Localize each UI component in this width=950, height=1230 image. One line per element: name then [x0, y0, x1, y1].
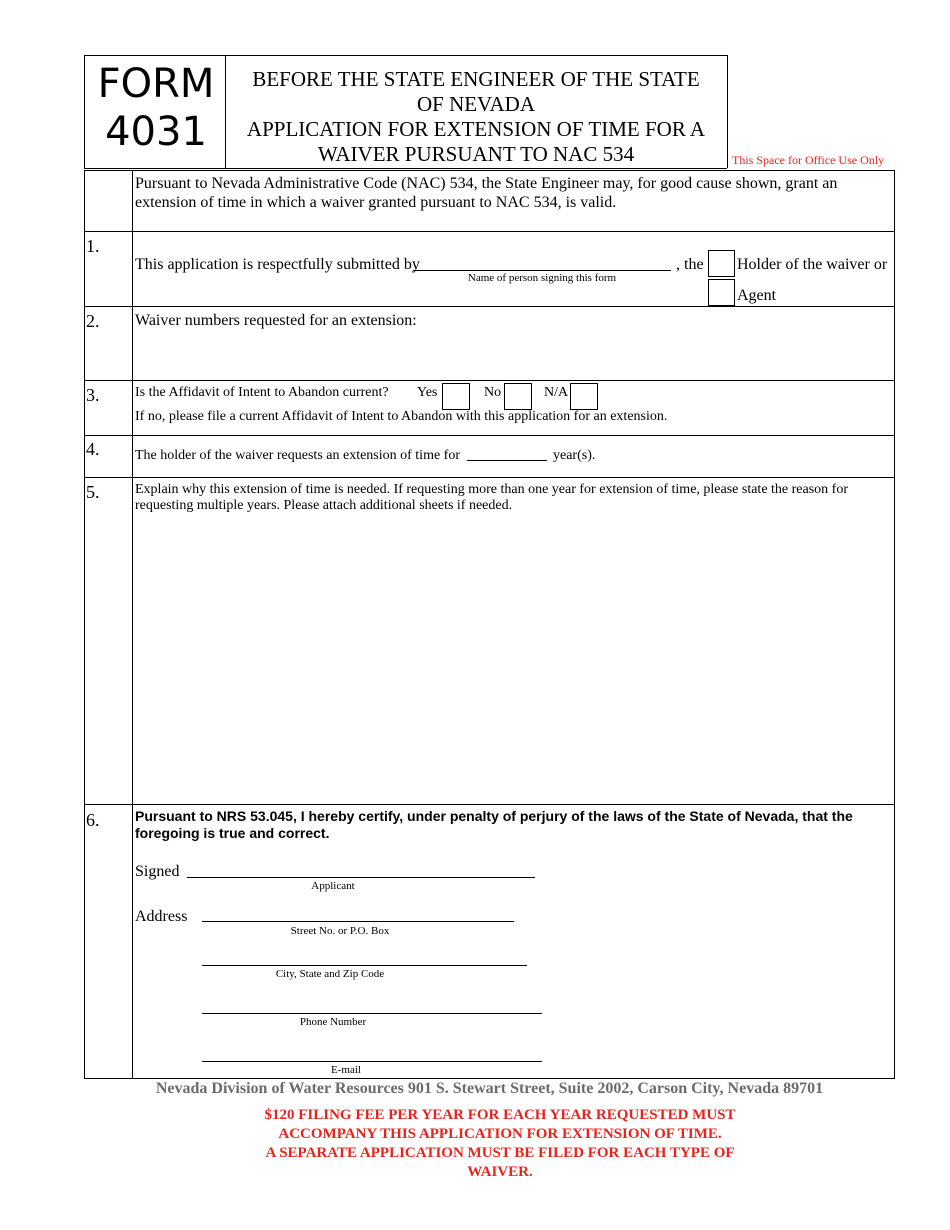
row-separator-6 [84, 804, 895, 805]
affidavit-question: Is the Affidavit of Intent to Abandon current? [135, 385, 389, 400]
fee-line-4: WAIVER. [467, 1164, 533, 1180]
signed-label: Signed [135, 863, 180, 880]
section-2-text: Waiver numbers requested for an extension: [135, 312, 417, 329]
signature-line[interactable] [187, 877, 535, 878]
yes-checkbox[interactable] [442, 383, 470, 410]
section-5-text: Explain why this extension of time is needed. If requesting more than one year for extension of time, please state the reason for requesting multiple years. Please attach additional sheets if needed. [135, 482, 849, 513]
city-line[interactable] [202, 965, 527, 966]
row-separator-2 [84, 306, 895, 307]
section-6-number: 6. [86, 810, 100, 830]
fee-line-3: A SEPARATE APPLICATION MUST BE FILED FOR EACH TYPE OF [265, 1145, 735, 1161]
header-right-border [727, 55, 728, 168]
fee-line-2: ACCOMPANY THIS APPLICATION FOR EXTENSION OF TIME. [278, 1126, 722, 1142]
na-label: N/A [544, 385, 569, 400]
agent-checkbox[interactable] [708, 279, 735, 306]
section-1-number: 1. [86, 236, 100, 256]
city-caption: City, State and Zip Code [275, 968, 385, 980]
name-caption: Name of person signing this form [467, 272, 617, 284]
street-line[interactable] [202, 921, 514, 922]
header-bottom-border [84, 168, 727, 169]
years-input-line[interactable] [467, 460, 547, 461]
table-top-border [84, 170, 895, 171]
phone-line[interactable] [202, 1013, 542, 1014]
section-4-text: The holder of the waiver requests an extension of time for [135, 448, 461, 463]
street-caption: Street No. or P.O. Box [290, 925, 390, 937]
form-number: 4031 [105, 109, 207, 155]
table-bottom-border [84, 1078, 895, 1079]
title-line-4: WAIVER PURSUANT TO NAC 534 [317, 142, 635, 166]
years-suffix: year(s). [553, 448, 596, 463]
holder-checkbox[interactable] [708, 250, 735, 277]
phone-caption: Phone Number [299, 1016, 367, 1028]
yes-label: Yes [417, 385, 438, 400]
fee-line-1: $120 FILING FEE PER YEAR FOR EACH YEAR REQUESTED MUST [264, 1107, 736, 1123]
header-divider [225, 55, 226, 168]
certification-text: Pursuant to NRS 53.045, I hereby certify, under penalty of perjury of the laws of the State of Nevada, that the foregoing is true and correct. [135, 808, 853, 841]
explanation-field[interactable] [134, 518, 892, 802]
section-3-number: 3. [86, 385, 100, 405]
section-1-text: This application is respectfully submitted by [135, 256, 420, 273]
waiver-numbers-field[interactable] [134, 332, 892, 378]
form-label: FORM [97, 61, 215, 107]
header-top-border [84, 55, 727, 56]
email-line[interactable] [202, 1061, 542, 1062]
fee-notice [200, 1106, 800, 1182]
no-checkbox[interactable] [504, 383, 532, 410]
row-separator-1 [84, 231, 895, 232]
title-line-3: APPLICATION FOR EXTENSION OF TIME FOR A [246, 117, 706, 141]
address-label: Address [135, 908, 188, 925]
row-separator-4 [84, 435, 895, 436]
agent-option-label: Agent [737, 287, 777, 304]
title-line-1: BEFORE THE STATE ENGINEER OF THE STATE [252, 67, 700, 91]
no-label: No [484, 385, 502, 400]
office-use-label: This Space for Office Use Only [732, 153, 885, 167]
affidavit-note: If no, please file a current Affidavit of Intent to Abandon with this application for an extension. [135, 409, 668, 424]
intro-text: Pursuant to Nevada Administrative Code (NAC) 534, the State Engineer may, for good cause shown, grant an extension of time in which a waiver granted pursuant to NAC 534, is valid. [135, 175, 838, 211]
section-4-number: 4. [86, 439, 100, 459]
footer-address: Nevada Division of Water Resources 901 S. Stewart Street, Suite 2002, Carson City, Nevada 89701 [155, 1080, 824, 1097]
header-left-border [84, 55, 85, 168]
applicant-caption: Applicant [311, 880, 355, 892]
email-caption: E-mail [331, 1064, 361, 1076]
section-2-number: 2. [86, 311, 100, 331]
holder-option-label: Holder of the waiver or [737, 256, 888, 273]
title-line-2: OF NEVADA [416, 92, 536, 116]
row-separator-5 [84, 477, 895, 478]
na-checkbox[interactable] [570, 383, 598, 410]
name-input-line[interactable] [413, 270, 671, 271]
row-separator-3 [84, 380, 895, 381]
section-5-number: 5. [86, 482, 100, 502]
section-1-the: , the [676, 256, 704, 273]
form-title [228, 67, 724, 167]
